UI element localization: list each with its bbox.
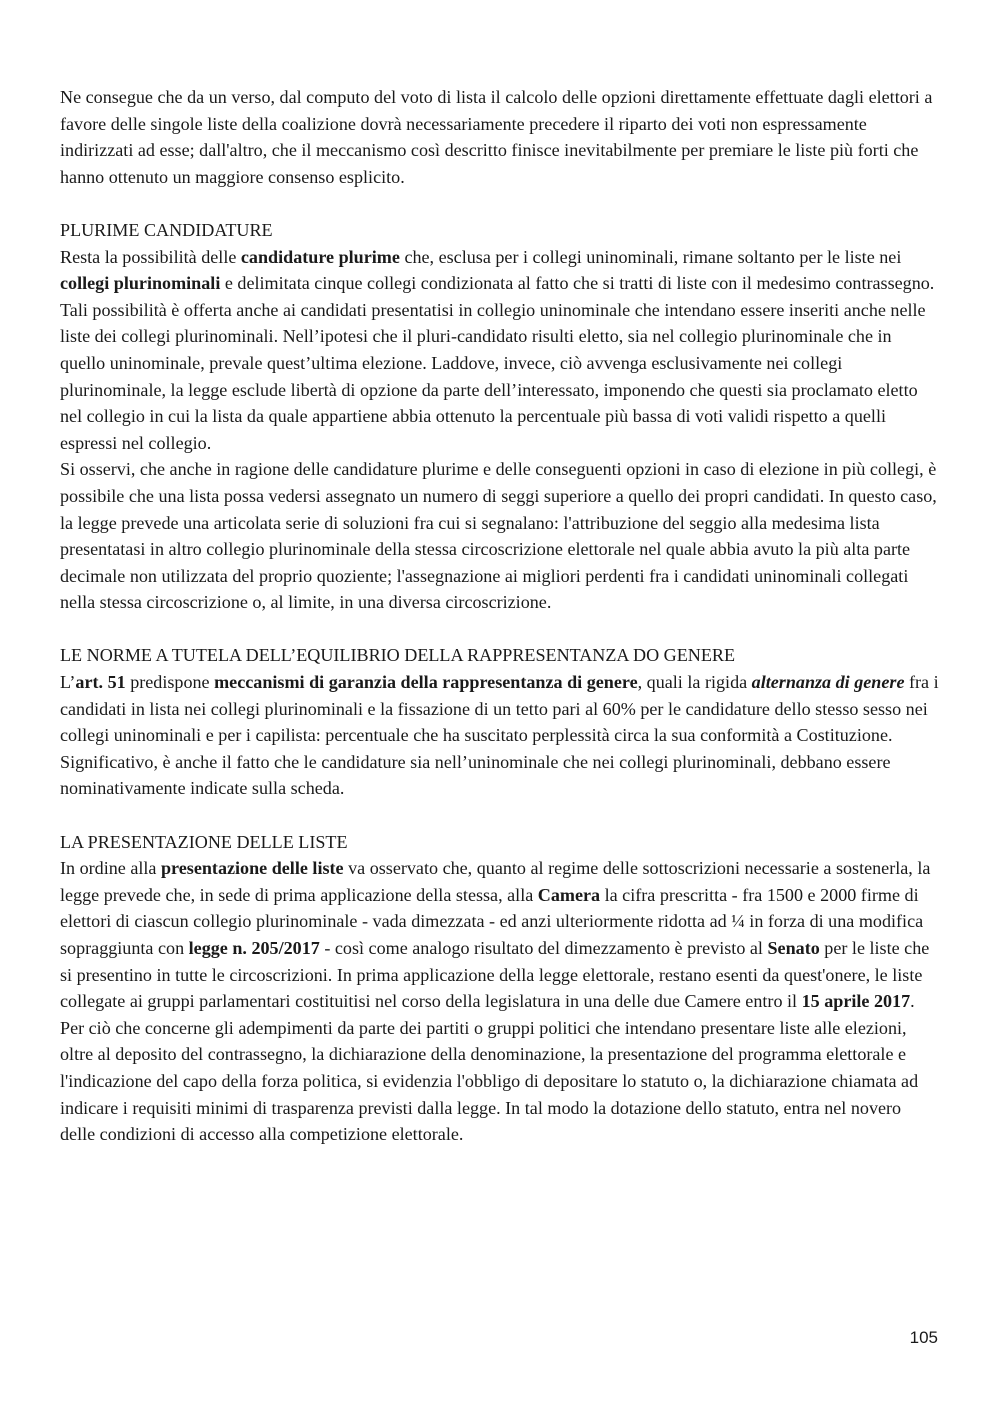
text-run: va osservato che, quanto al regime delle sottoscrizioni necessarie a sostenerla, la legge prevede che, in sede di prima applicazione della stessa, alla <box>60 858 931 905</box>
bold-term: meccanismi di garanzia della rappresentanza di genere <box>214 672 638 693</box>
bold-term: art. 51 <box>75 672 126 693</box>
text-run: la cifra prescritta - fra 1500 e 2000 firme di elettori di ciascun collegio plurinominale - vada dimezzata - ed anzi ulteriormente ridotta ad ¼ in forza di una modifica sopraggiunta con <box>60 884 924 958</box>
intro-paragraph: Ne consegue che da un verso, dal computo del voto di lista il calcolo delle opzioni direttamente effettuate dagli elettori a favore delle singole liste della coalizione dovrà necessariamente precedere il riparto dei voti non espressamente indirizzati ad esse; dall'altro, che il meccanismo così descritto finisce inevitabilmente per premiare le liste più forti che hanno ottenuto un maggiore consenso esplicito. <box>60 87 933 187</box>
section-heading-rappresentanza-genere: LE NORME A TUTELA DELL’EQUILIBRIO DELLA RAPPRESENTANZA DO GENERE <box>60 645 736 666</box>
text-run: predispone <box>125 672 215 693</box>
page-number: 105 <box>909 1328 938 1347</box>
section2-paragraph-2: Significativo, è anche il fatto che le candidature sia nell’uninominale che nei collegi plurinominali, debbano essere nominativamente indicate sulla scheda. <box>60 751 891 799</box>
section3-paragraph-2: Per ciò che concerne gli adempimenti da parte dei partiti o gruppi politici che intendano presentare liste alle elezioni, oltre al deposito del contrassegno, la dichiarazione della denominazione, la presentazione del programma elettorale e l'indicazione del capo della forza politica, si evidenzia l'obbligo di depositare lo statuto o, la dichiarazione chiamata ad indicare i requisiti minimi di trasparenza previsti dalla legge. In tal modo la dotazione dello statuto, entra nel novero delle condizioni di accesso alla competizione elettorale. <box>60 1017 919 1145</box>
document-page <box>60 84 940 1148</box>
text-run: In ordine alla <box>60 858 161 879</box>
bold-term: Senato <box>767 938 820 958</box>
bold-term: 15 aprile 2017 <box>801 991 911 1012</box>
section1-paragraph-2: Si osservi, che anche in ragione delle candidature plurime e delle conseguenti opzioni in caso di elezione in più collegi, è possibile che una lista possa vedersi assegnato un numero di seggi superiore a quello dei propri candidati. In questo caso, la legge prevede una articolata serie di soluzioni fra cui si segnalano: l'attribuzione del seggio alla medesima lista presentatasi in altro collegio plurinominale della stessa circoscrizione elettorale nel quale abbia avuto la più alta parte decimale non utilizzata del proprio quoziente; l'assegnazione ai migliori perdenti fra i candidati uninominali collegati nella stessa circoscrizione o, al limite, in una diversa circoscrizione. <box>60 459 937 613</box>
paragraph-gap <box>60 190 940 217</box>
text-run: L’ <box>60 672 76 693</box>
bold-italic-term: alternanza di genere <box>751 672 905 693</box>
bold-term: collegi plurinominali <box>60 273 221 294</box>
bold-term: legge n. 205/2017 <box>188 938 320 958</box>
bold-term: Camera <box>537 884 601 905</box>
text-run: Resta la possibilità delle <box>60 246 241 267</box>
section2-paragraph-1 <box>60 669 940 749</box>
paragraph-gap <box>60 802 940 829</box>
bold-term: candidature plurime <box>240 246 400 267</box>
section3-paragraph-1 <box>60 855 940 1015</box>
text-run: per le liste che si presentino in tutte le circoscrizioni. In prima applicazione della legge elettorale, restano esenti da quest'onere, le liste collegate ai gruppi parlamentari costituitisi nel corso della legislatura in una delle due Camere entro il <box>60 938 930 1012</box>
section-heading-presentazione-liste: LA PRESENTAZIONE DELLE LISTE <box>60 831 348 852</box>
text-run: fra i candidati in lista nei collegi plurinominali e la fissazione di un tetto pari al 60% per le candidature dello stesso sesso nei collegi uninominali e per i capilista: percentuale che ha suscitato perplessità circa la sua conformità a Costituzione. <box>60 672 939 746</box>
text-run: , quali la rigida <box>637 672 752 693</box>
text-run: e delimitata cinque collegi condizionata al fatto che si tratti di liste con il medesimo contrassegno. Tali possibilità è offerta anche ai candidati presentatisi in collegio uninominale che intendano essere inseriti anche nelle liste dei collegi plurinominali. Nell’ipotesi che il pluri-candidato risulti eletto, sia nel collegio plurinominale che in quello uninominale, prevale quest’ultima elezione. Laddove, invece, ciò avvenga esclusivamente nei collegi plurinominale, la legge esclude libertà di opzione da parte dell’interessato, imponendo che questi sia proclamato eletto nel collegio in cui la lista da quale appartiene abbia ottenuto la percentuale più bassa di voti validi rispetto a quelli espressi nel collegio. <box>60 273 935 453</box>
paragraph-gap <box>60 616 940 643</box>
bold-term: presentazione delle liste <box>160 858 344 879</box>
section1-paragraph-1 <box>60 244 940 457</box>
text-run: - così come analogo risultato del dimezzamento è previsto al <box>319 938 768 958</box>
text-run: che, esclusa per i collegi uninominali, rimane soltanto per le liste nei <box>399 246 902 267</box>
section-heading-plurime-candidature: PLURIME CANDIDATURE <box>60 219 273 240</box>
text-run: . <box>910 991 915 1012</box>
